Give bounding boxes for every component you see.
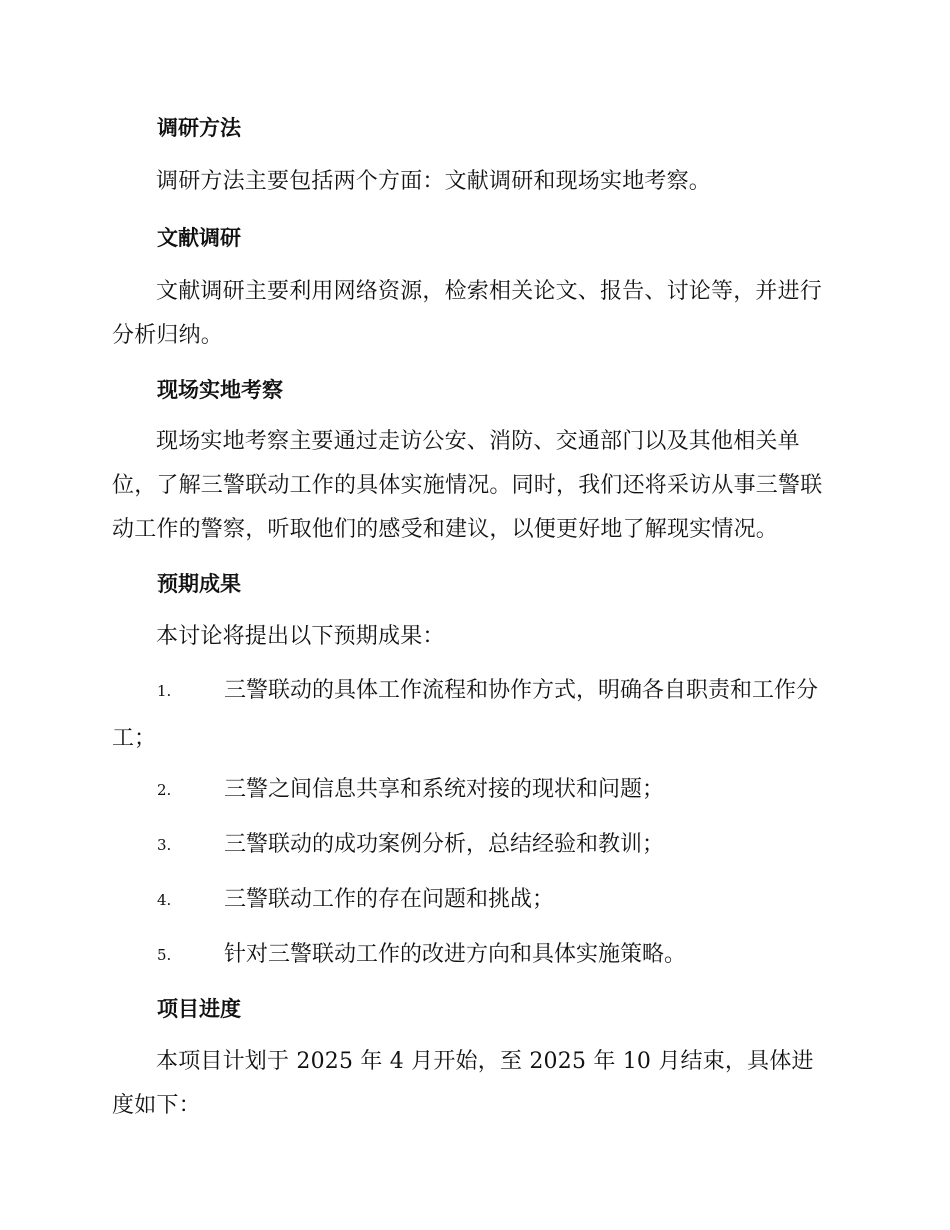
list-item	[112, 667, 830, 763]
heading-outcomes: 预期成果	[157, 572, 241, 596]
list-text: 三警之间信息共享和系统对接的现状和问题；	[224, 777, 665, 802]
paragraph-methods: 调研方法主要包括两个方面：文献调研和现场实地考察。	[156, 169, 712, 194]
list-number: 4.	[157, 891, 172, 909]
paragraph-literature: 文献调研主要利用网络资源，检索相关论文、报告、讨论等，并进行分析归纳。	[112, 279, 823, 348]
list-number: 1.	[157, 682, 172, 700]
heading-schedule: 项目进度	[157, 997, 241, 1021]
list-text: 针对三警联动工作的改进方向和具体实施策略。	[224, 942, 687, 967]
heading-field: 现场实地考察	[157, 378, 283, 402]
list-text: 三警联动的成功案例分析，总结经验和教训；	[224, 832, 665, 857]
paragraph-schedule: 本项目计划于 2025 年 4 月开始，至 2025 年 10 月结束，具体进度如下：	[112, 1049, 814, 1118]
list-text: 三警联动工作的存在问题和挑战；	[224, 887, 555, 912]
list-item	[112, 766, 830, 814]
paragraph-field: 现场实地考察主要通过走访公安、消防、交通部门以及其他相关单位，了解三警联动工作的具体实施情况。同时，我们还将采访从事三警联动工作的警察，听取他们的感受和建议，以便更好地了解现实情况。	[112, 429, 823, 542]
heading-methods: 调研方法	[157, 116, 241, 140]
list-text: 三警联动的具体工作流程和协作方式，明确各自职责和工作分工；	[112, 678, 819, 751]
list-item	[112, 821, 830, 869]
list-number: 5.	[157, 946, 172, 964]
list-item	[112, 931, 830, 979]
list-number: 3.	[157, 836, 172, 854]
list-item	[112, 876, 830, 924]
heading-literature: 文献调研	[157, 226, 241, 250]
list-number: 2.	[157, 781, 172, 799]
paragraph-outcomes-intro: 本讨论将提出以下预期成果：	[156, 624, 445, 649]
